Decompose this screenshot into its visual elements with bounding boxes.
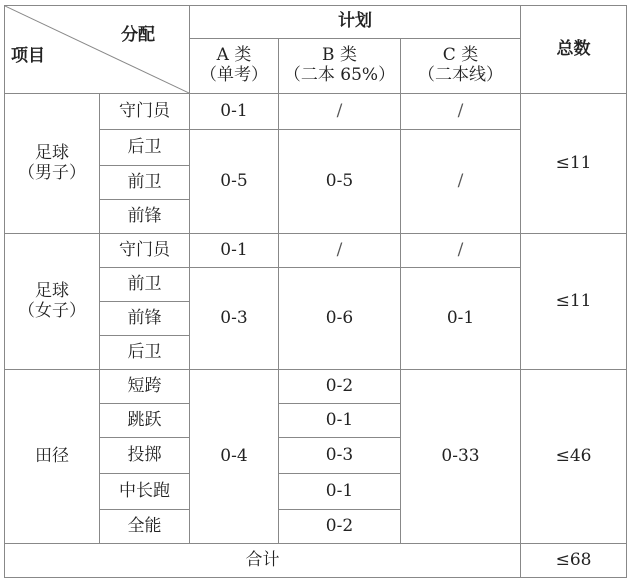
event-cell: 中长跑 xyxy=(100,474,190,510)
col-c-sub: （二本线） xyxy=(418,65,504,85)
position-cell: 前锋 xyxy=(100,200,190,234)
group-name: 足球 xyxy=(35,280,69,301)
b-value: / xyxy=(279,94,401,130)
a-value: 0-3 xyxy=(190,268,279,370)
b-value: 0-5 xyxy=(279,130,401,234)
c-value: / xyxy=(401,94,521,130)
col-b-sub: （二本 65%） xyxy=(283,65,396,85)
b-value: 0-3 xyxy=(279,438,401,474)
event-cell: 跳跃 xyxy=(100,404,190,438)
event-cell: 投掷 xyxy=(100,438,190,474)
group-gender: （男子） xyxy=(18,162,86,183)
c-value: 0-33 xyxy=(401,370,521,544)
group-gender: （女子） xyxy=(18,300,86,321)
col-b-name: B 类 xyxy=(322,45,357,66)
b-value: 0-1 xyxy=(279,404,401,438)
position-cell: 前卫 xyxy=(100,166,190,200)
total-header: 总数 xyxy=(521,6,627,94)
col-a-sub: （单考） xyxy=(200,65,268,85)
group-football-male xyxy=(5,94,100,234)
b-value: 0-1 xyxy=(279,474,401,510)
corner-header-cell xyxy=(5,6,190,94)
a-value: 0-1 xyxy=(190,94,279,130)
position-cell: 守门员 xyxy=(100,94,190,130)
col-a-header xyxy=(190,39,279,94)
event-cell: 短跨 xyxy=(100,370,190,404)
a-value: 0-5 xyxy=(190,130,279,234)
a-value: 0-1 xyxy=(190,234,279,268)
total-value: ≤11 xyxy=(521,94,627,234)
plan-header: 计划 xyxy=(190,6,521,39)
grand-total: ≤68 xyxy=(521,544,627,578)
b-value: 0-2 xyxy=(279,370,401,404)
a-value: 0-4 xyxy=(190,370,279,544)
group-football-female xyxy=(5,234,100,370)
group-athletics: 田径 xyxy=(5,370,100,544)
corner-label-item: 项目 xyxy=(11,46,45,67)
position-cell: 前卫 xyxy=(100,268,190,302)
footer-label: 合计 xyxy=(5,544,521,578)
col-c-header xyxy=(401,39,521,94)
col-c-name: C 类 xyxy=(442,45,479,66)
b-value: / xyxy=(279,234,401,268)
total-value: ≤11 xyxy=(521,234,627,370)
position-cell: 后卫 xyxy=(100,130,190,166)
position-cell: 守门员 xyxy=(100,234,190,268)
col-a-name: A 类 xyxy=(216,45,252,66)
group-name: 足球 xyxy=(35,142,69,163)
position-cell: 前锋 xyxy=(100,302,190,336)
b-value: 0-2 xyxy=(279,510,401,544)
event-cell: 全能 xyxy=(100,510,190,544)
b-value: 0-6 xyxy=(279,268,401,370)
c-value: / xyxy=(401,234,521,268)
col-b-header xyxy=(279,39,401,94)
c-value: / xyxy=(401,130,521,234)
total-value: ≤46 xyxy=(521,370,627,544)
c-value: 0-1 xyxy=(401,268,521,370)
corner-label-allocation: 分配 xyxy=(121,25,155,45)
position-cell: 后卫 xyxy=(100,336,190,370)
allocation-table xyxy=(4,5,627,578)
